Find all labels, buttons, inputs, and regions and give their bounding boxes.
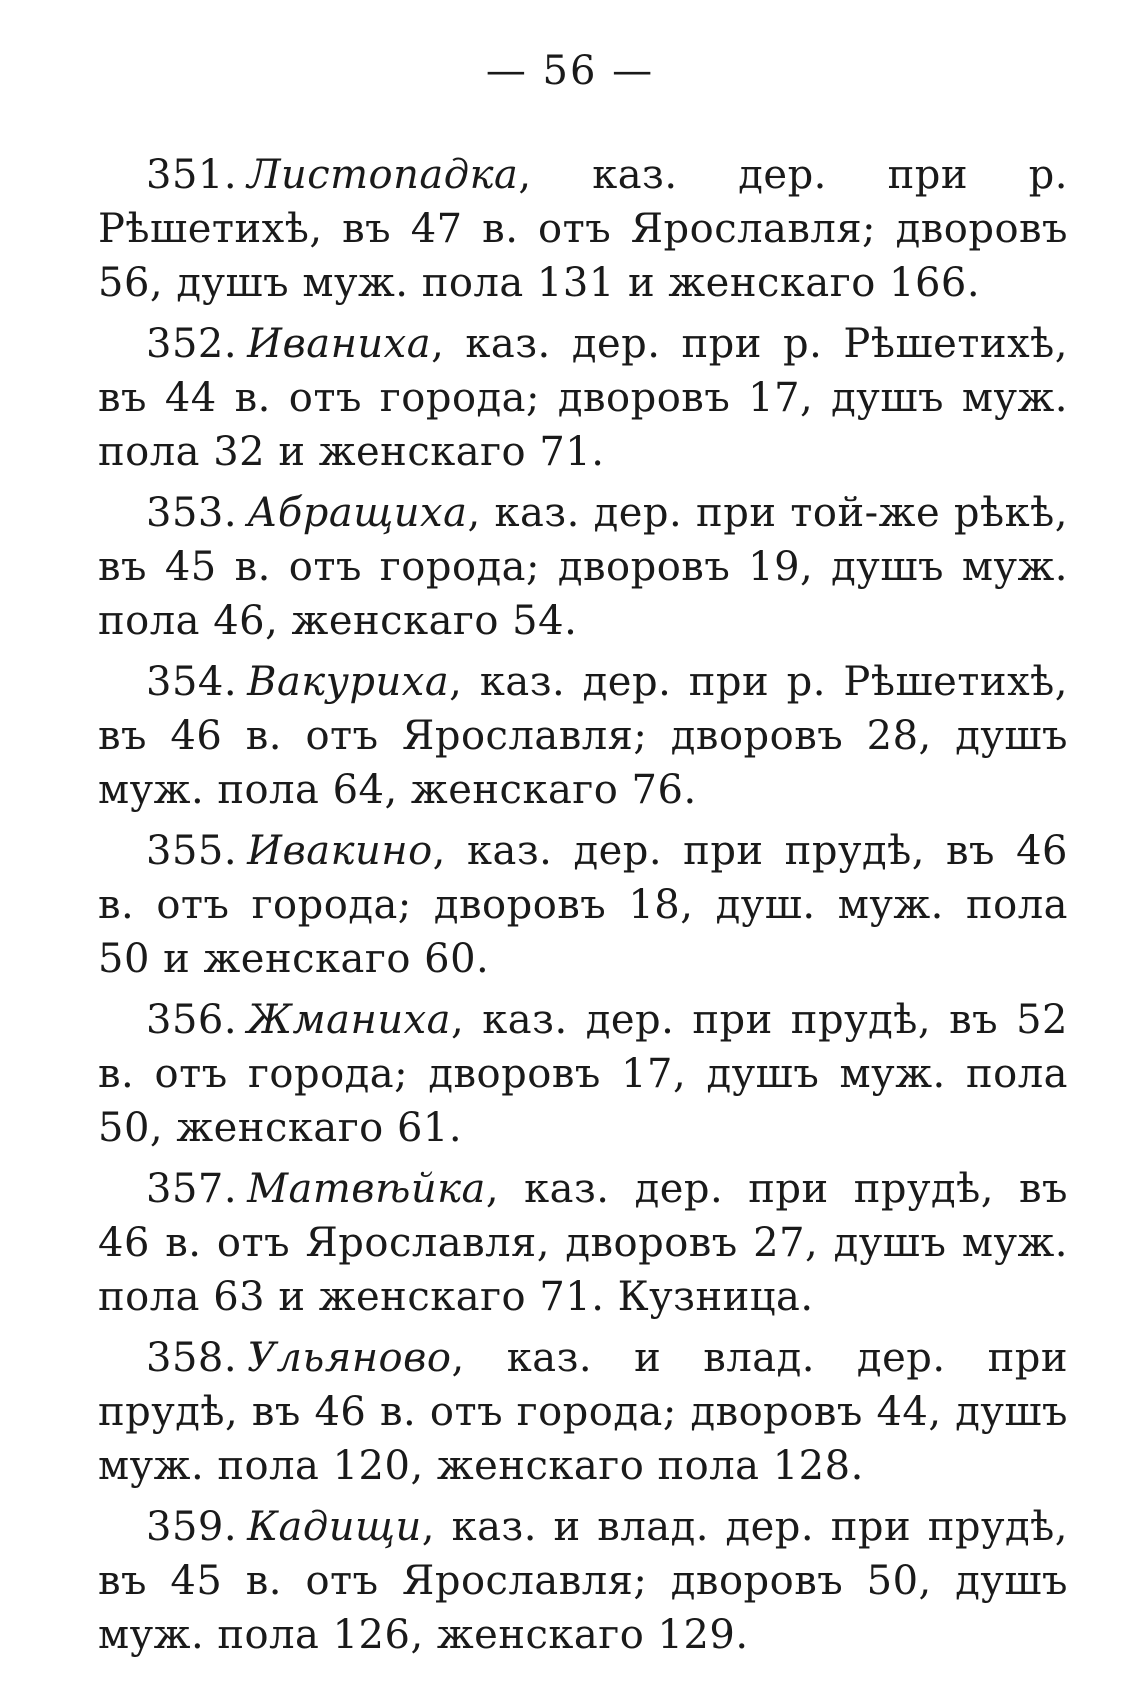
entry-number: 352. bbox=[146, 321, 238, 367]
list-item bbox=[98, 655, 1068, 817]
settlement-name: Вакуриха bbox=[247, 659, 450, 705]
entry-number: 357. bbox=[146, 1166, 238, 1212]
list-item bbox=[98, 317, 1068, 479]
entry-description: , каз. дер. при прудѣ, въ 46 в. отъ Ярославля, дворовъ 27, душъ муж. пола 63 и женскаго 71. Кузница. bbox=[98, 1166, 1068, 1320]
list-item bbox=[98, 993, 1068, 1155]
settlement-name: Ульяново bbox=[247, 1335, 452, 1381]
list-item bbox=[98, 1500, 1068, 1662]
entry-description: , каз. дер. при прудѣ, въ 46 в. отъ города; дворовъ 18, душ. муж. пола 50 и женскаго 60. bbox=[98, 828, 1068, 982]
entry-number: 354. bbox=[146, 659, 238, 705]
settlement-name: Иваниха bbox=[247, 321, 432, 367]
list-item bbox=[98, 486, 1068, 648]
settlement-name: Кадищи bbox=[247, 1504, 422, 1550]
settlement-name: Матвѣйка bbox=[247, 1166, 486, 1212]
settlement-name: Жманиха bbox=[247, 997, 452, 1043]
list-item bbox=[98, 148, 1068, 310]
entry-description: , каз. дер. при р. Рѣшетихѣ, въ 47 в. отъ Ярославля; дворовъ 56, душъ муж. пола 131 и женскаго 166. bbox=[98, 152, 1068, 306]
entry-description: , каз. дер. при прудѣ, въ 52 в. отъ города; дворовъ 17, душъ муж. пола 50, женскаго 61. bbox=[98, 997, 1068, 1151]
list-item bbox=[98, 1331, 1068, 1493]
entry-description: , каз. дер. при р. Рѣшетихѣ, въ 44 в. отъ города; дворовъ 17, душъ муж. пола 32 и женскаго 71. bbox=[98, 321, 1068, 475]
entry-number: 355. bbox=[146, 828, 238, 874]
list-item bbox=[98, 824, 1068, 986]
entry-number: 358. bbox=[146, 1335, 238, 1381]
entry-number: 353. bbox=[146, 490, 238, 536]
entry-number: 351. bbox=[146, 152, 238, 198]
settlement-name: Ивакино bbox=[247, 828, 433, 874]
entry-number: 359. bbox=[146, 1504, 238, 1550]
entry-list bbox=[98, 148, 1068, 1669]
settlement-name: Абращиха bbox=[247, 490, 468, 536]
entry-description: , каз. и влад. дер. при прудѣ, въ 46 в. отъ города; дворовъ 44, душъ муж. пола 120, женскаго пола 128. bbox=[98, 1335, 1068, 1489]
entry-description: , каз. и влад. дер. при прудѣ, въ 45 в. отъ Ярославля; дворовъ 50, душъ муж. пола 126, женскаго 129. bbox=[98, 1504, 1068, 1658]
settlement-name: Листопадка bbox=[247, 152, 519, 198]
page-number: — 56 — bbox=[485, 48, 655, 94]
list-item bbox=[98, 1162, 1068, 1324]
entry-description: , каз. дер. при той-же рѣкѣ, въ 45 в. отъ города; дворовъ 19, душъ муж. пола 46, женскаго 54. bbox=[98, 490, 1068, 644]
entry-number: 356. bbox=[146, 997, 238, 1043]
entry-description: , каз. дер. при р. Рѣшетихѣ, въ 46 в. отъ Ярославля; дворовъ 28, душъ муж. пола 64, женскаго 76. bbox=[98, 659, 1068, 813]
